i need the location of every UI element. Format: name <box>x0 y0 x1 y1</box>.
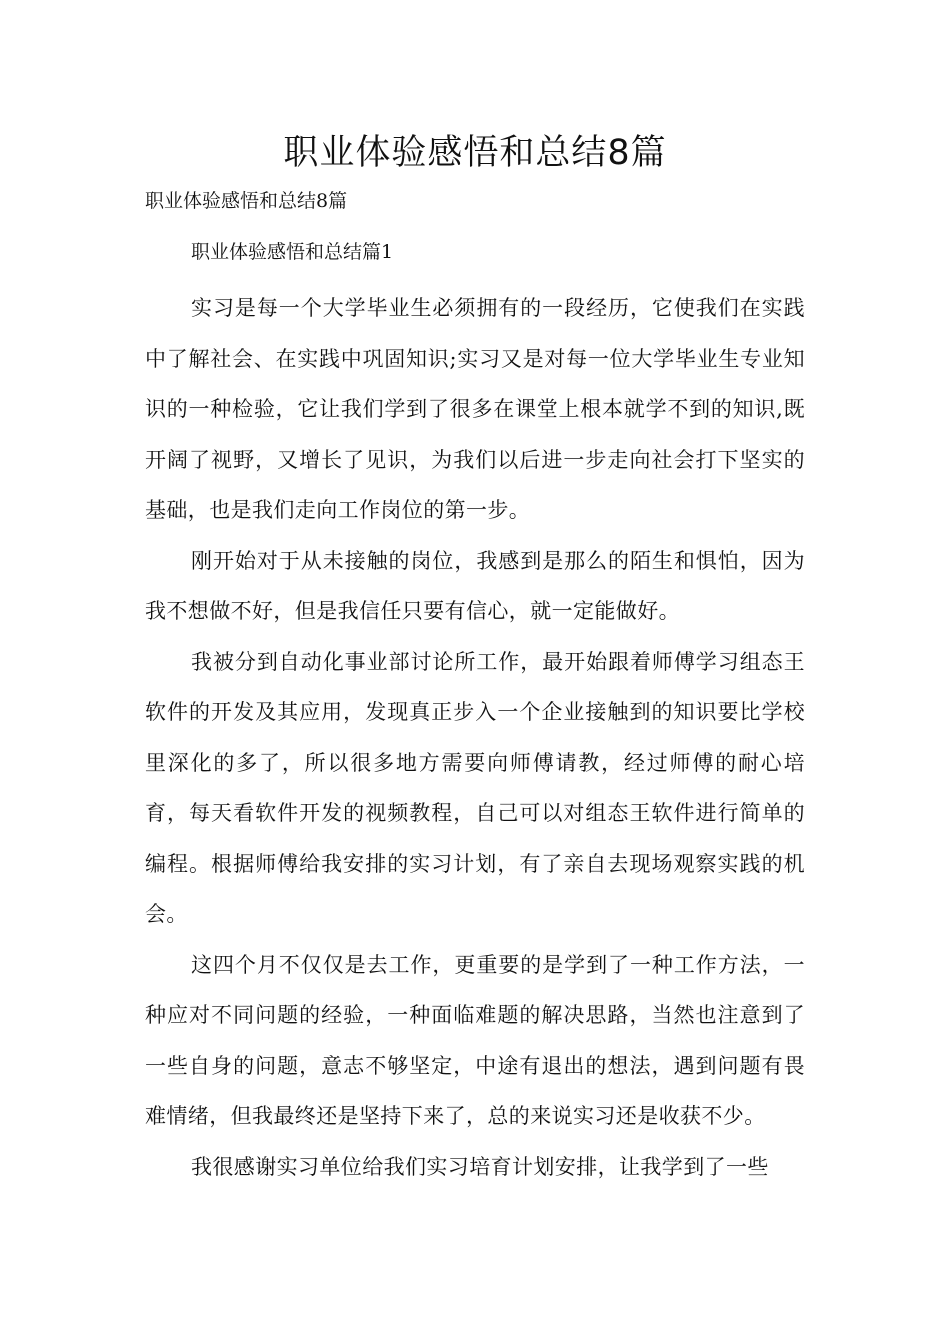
document-subtitle: 职业体验感悟和总结8篇 <box>145 190 348 212</box>
section-heading: 职业体验感悟和总结篇1 <box>191 241 394 263</box>
paragraph: 实习是每一个大学毕业生必须拥有的一段经历，它使我们在实践中了解社会、在实践中巩固知识;实习又是对每一位大学毕业生专业知识的一种检验，它让我们学到了很多在课堂上根本就学不到的知识,既开阔了视野，又增长了见识，为我们以后进一步走向社会打下坚实的基础，也是我们走向工作岗位的第一步。 <box>145 296 805 522</box>
paragraph: 我很感谢实习单位给我们实习培育计划安排，让我学到了一些 <box>191 1154 769 1179</box>
document-body <box>145 283 805 1192</box>
paragraph: 我被分到自动化事业部讨论所工作，最开始跟着师傅学习组态王软件的开发及其应用，发现真正步入一个企业接触到的知识要比学校里深化的多了，所以很多地方需要向师傅请教，经过师傅的耐心培育，每天看软件开发的视频教程，自己可以对组态王软件进行简单的编程。根据师傅给我安排的实习计划，有了亲自去现场观察实践的机会。 <box>145 649 805 926</box>
paragraph: 这四个月不仅仅是去工作，更重要的是学到了一种工作方法，一种应对不同问题的经验，一种面临难题的解决思路，当然也注意到了一些自身的问题，意志不够坚定，中途有退出的想法，遇到问题有畏难情绪，但我最终还是坚持下来了，总的来说实习还是收获不少。 <box>145 952 805 1128</box>
paragraph: 刚开始对于从未接触的岗位，我感到是那么的陌生和惧怕，因为我不想做不好，但是我信任只要有信心，就一定能做好。 <box>145 548 805 623</box>
document-title: 职业体验感悟和总结8篇 <box>283 133 667 173</box>
